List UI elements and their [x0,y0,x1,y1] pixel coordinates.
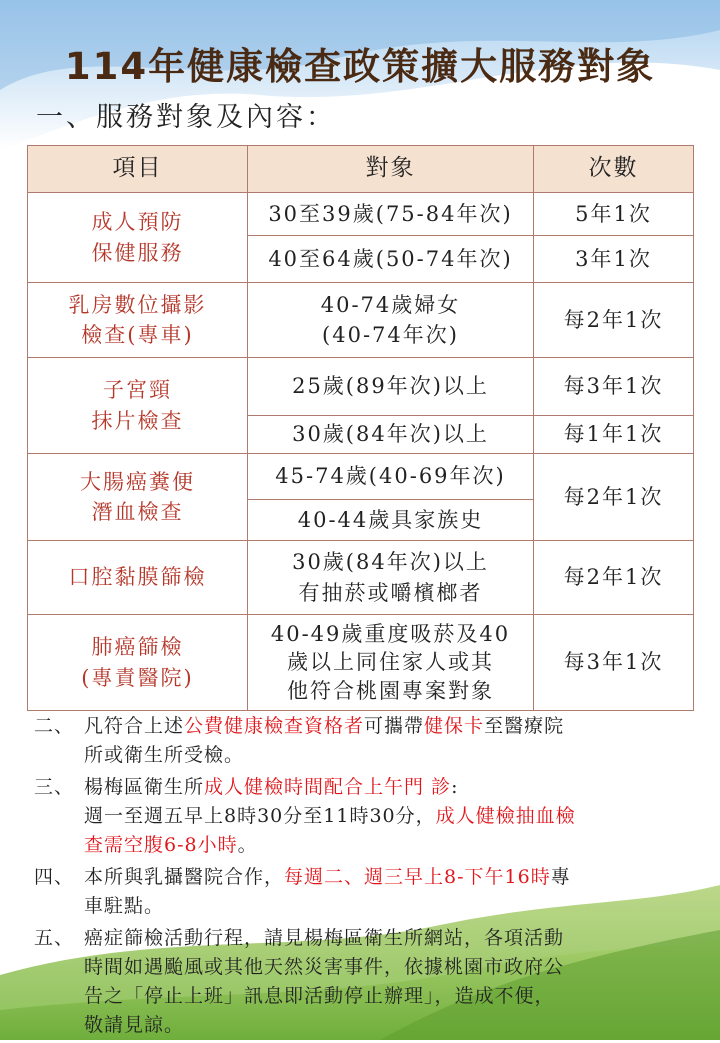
target-cell: 25歲(89年次)以上 [248,358,534,416]
item-cell: 子宮頸 抹片檢查 [28,358,248,454]
item-cell: 肺癌篩檢 (專責醫院) [28,615,248,711]
item-cell: 乳房數位攝影 檢查(專車) [28,283,248,358]
target-cell: 45-74歲(40-69年次) [248,454,534,500]
service-table [27,145,694,711]
header-target: 對象 [248,146,534,193]
section-heading: 一、服務對象及內容： [36,102,336,133]
target-cell: 30歲(84年次)以上 有抽菸或嚼檳榔者 [248,541,534,615]
table-row [28,283,694,358]
target-cell: 40-74歲婦女 (40-74年次) [248,283,534,358]
frequency-cell: 每2年1次 [534,454,694,541]
frequency-cell: 每3年1次 [534,358,694,416]
frequency-cell: 3年1次 [534,236,694,283]
target-cell: 30歲(84年次)以上 [248,416,534,454]
table-row [28,358,694,416]
table-header-row [28,146,694,193]
frequency-cell: 每2年1次 [534,283,694,358]
frequency-cell: 每1年1次 [534,416,694,454]
target-cell: 40至64歲(50-74年次) [248,236,534,283]
target-cell: 40-49歲重度吸菸及40 歲以上同住家人或其 他符合桃園專案對象 [248,615,534,711]
table-row [28,454,694,500]
header-frequency: 次數 [534,146,694,193]
target-cell: 40-44歲具家族史 [248,500,534,541]
table-row [28,193,694,236]
frequency-cell: 5年1次 [534,193,694,236]
header-item: 項目 [28,146,248,193]
frequency-cell: 每3年1次 [534,615,694,711]
frequency-cell: 每2年1次 [534,541,694,615]
note-2: 二、 凡符合上述公費健康檢查資格者可攜帶健保卡至醫療院 所或衛生所受檢。 [34,715,565,766]
note-5: 五、 癌症篩檢活動行程，請見楊梅區衛生所網站，各項活動 時間如遇颱風或其他天然災害事件，依據桃園市政府公 告之「停止上班」訊息即活動停止辦理」，造成不便， 敬請見諒。 [34,927,565,1036]
item-cell: 大腸癌糞便 潛血檢查 [28,454,248,541]
page-title: 114年健康檢查政策擴大服務對象 [64,45,656,88]
table-row [28,541,694,615]
item-cell: 口腔黏膜篩檢 [28,541,248,615]
table-row [28,615,694,711]
target-cell: 30至39歲(75-84年次) [248,193,534,236]
item-cell: 成人預防 保健服務 [28,193,248,283]
note-4: 四、 本所與乳攝醫院合作，每週二、週三早上8-下午16時專 車駐點。 [34,866,571,917]
note-3: 三、 楊梅區衛生所成人健檢時間配合上午門 診: 週一至週五早上8時30分至11時30分，成人健檢抽血檢 查需空腹6-8小時。 [34,776,576,856]
notes [34,712,694,1043]
